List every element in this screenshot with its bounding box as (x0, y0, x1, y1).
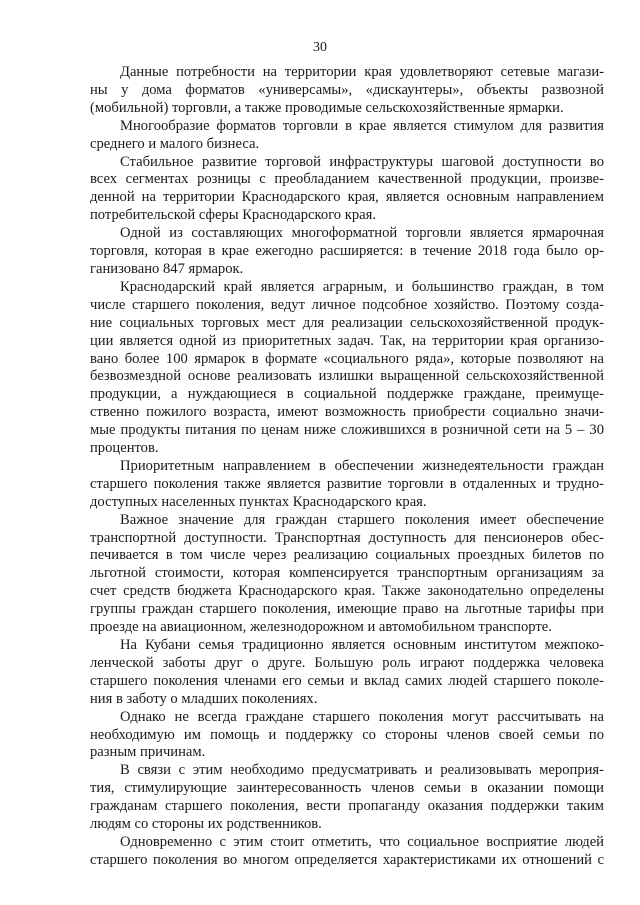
text-line: среднего и малого бизнеса. (90, 135, 260, 152)
text-line: Важное значение для граждан старшего поколения имеет обеспечение (120, 511, 604, 528)
text-line: доступных населенных пунктах Краснодарского края. (90, 493, 427, 510)
text-line: Однако не всегда граждане старшего поколения могут рассчитывать на (120, 708, 604, 725)
text-line: ния в заботу о младших поколениях. (90, 690, 318, 707)
paragraph (90, 154, 604, 226)
text-line: Многообразие форматов торговли в крае является стимулом для развития (120, 117, 604, 134)
text-line: всех сегментах розницы с преобладанием качественной продукции, произве- (90, 171, 604, 188)
text-line: Стабильное развитие торговой инфраструктуры шаговой доступности во (120, 153, 604, 170)
text-line: числе старшего поколения, ведут личное подсобное хозяйство. Поэтому созда- (90, 296, 604, 313)
text-line: торговля, которая в крае ежегодно расширяется: в течение 2018 года было ор- (90, 243, 604, 260)
text-line: ленческой заботы друг о друге. Большую роль играют поддержка человека (90, 654, 604, 671)
text-line: необходимую им помощь и поддержку со стороны членов своей семьи по (90, 726, 604, 743)
text-line: группы граждан старшего поколения, имеющие право на льготные тарифы при (90, 601, 604, 618)
text-line: Одной из составляющих многоформатной торговли является ярмарочная (120, 225, 604, 242)
text-line: проезде на авиационном, железнодорожном и автомобильном транспорте. (90, 619, 552, 636)
text-line: ны у дома форматов «универсамы», «дискаунтеры», объекты развозной (90, 81, 604, 98)
text-line: разным причинам. (90, 744, 206, 761)
paragraph (90, 225, 604, 279)
text-line: старшего поколения также является развитие торговли в отдаленных и трудно- (90, 475, 604, 492)
text-line: (мобильной) торговли, а также проводимые сельскохозяйственные ярмарки. (90, 99, 564, 116)
text-line: безвозмездной основе реализовать излишки выращенной сельскохозяйственной (90, 368, 604, 385)
text-line: потребительской сферы Краснодарского края. (90, 207, 376, 224)
text-line: Одновременно с этим стоит отметить, что социальное восприятие людей (120, 833, 604, 850)
text-line: вано более 100 ярмарок в формате «социального ряда», которые позволяют на (90, 350, 604, 367)
text-line: печивается в том числе через реализацию социальных проездных билетов по (90, 547, 604, 564)
text-line: гражданам старшего поколения, вести пропаганду оказания поддержки таким (90, 798, 604, 815)
page-number: 30 (313, 40, 327, 55)
text-line: ции является одной из приоритетных задач. Так, на территории края организо- (90, 332, 604, 349)
text-line: ние социальных торговых мест для реализации сельскохозяйственной продук- (90, 314, 604, 331)
paragraph (90, 512, 604, 637)
paragraph (90, 458, 604, 512)
paragraph (90, 762, 604, 834)
paragraph (90, 279, 604, 458)
text-line: льготной стоимости, которая компенсируется транспортным организациям за (90, 565, 604, 582)
text-line: продукции, а нуждающиеся в социальной поддержке граждане, преимуще- (90, 386, 604, 403)
text-line: старшего поколения во многом определяется характеристиками их отношений с (90, 851, 604, 868)
paragraph (90, 834, 604, 870)
text-line: В связи с этим необходимо предусматривать и реализовывать мероприя- (120, 762, 604, 779)
text-line: людям со стороны их родственников. (90, 816, 322, 833)
document-body (90, 64, 604, 870)
text-line: старшего поколения членами его семьи и вклад самих людей старшего поколе- (90, 672, 604, 689)
text-line: счет средств бюджета Краснодарского края. Также законодательно определены (90, 583, 604, 600)
paragraph (90, 709, 604, 763)
text-line: ганизовано 847 ярмарок. (90, 260, 244, 277)
paragraph (90, 64, 604, 118)
text-line: Краснодарский край является аграрным, и большинство граждан, в том (120, 278, 604, 295)
text-line: тия, стимулирующие заинтересованность членов семьи в оказании помощи (90, 780, 604, 797)
text-line: транспортной доступности. Транспортная доступность для пенсионеров обес- (90, 529, 604, 546)
text-line: процентов. (90, 440, 159, 457)
text-line: мые продукты питания по ценам ниже сложившихся в розничной сети на 5 – 30 (90, 422, 604, 439)
paragraph (90, 118, 604, 154)
text-line: денной на территории Краснодарского края, является основным направлением (90, 189, 604, 206)
text-line: ственно пожилого возраста, имеют возможность приобрести социально значи- (90, 404, 604, 421)
text-line: Данные потребности на территории края удовлетворяют сетевые магази- (120, 64, 604, 80)
text-line: На Кубани семья традиционно является основным институтом межпоко- (120, 637, 604, 653)
text-line: Приоритетным направлением в обеспечении жизнедеятельности граждан (120, 457, 604, 474)
paragraph (90, 637, 604, 709)
